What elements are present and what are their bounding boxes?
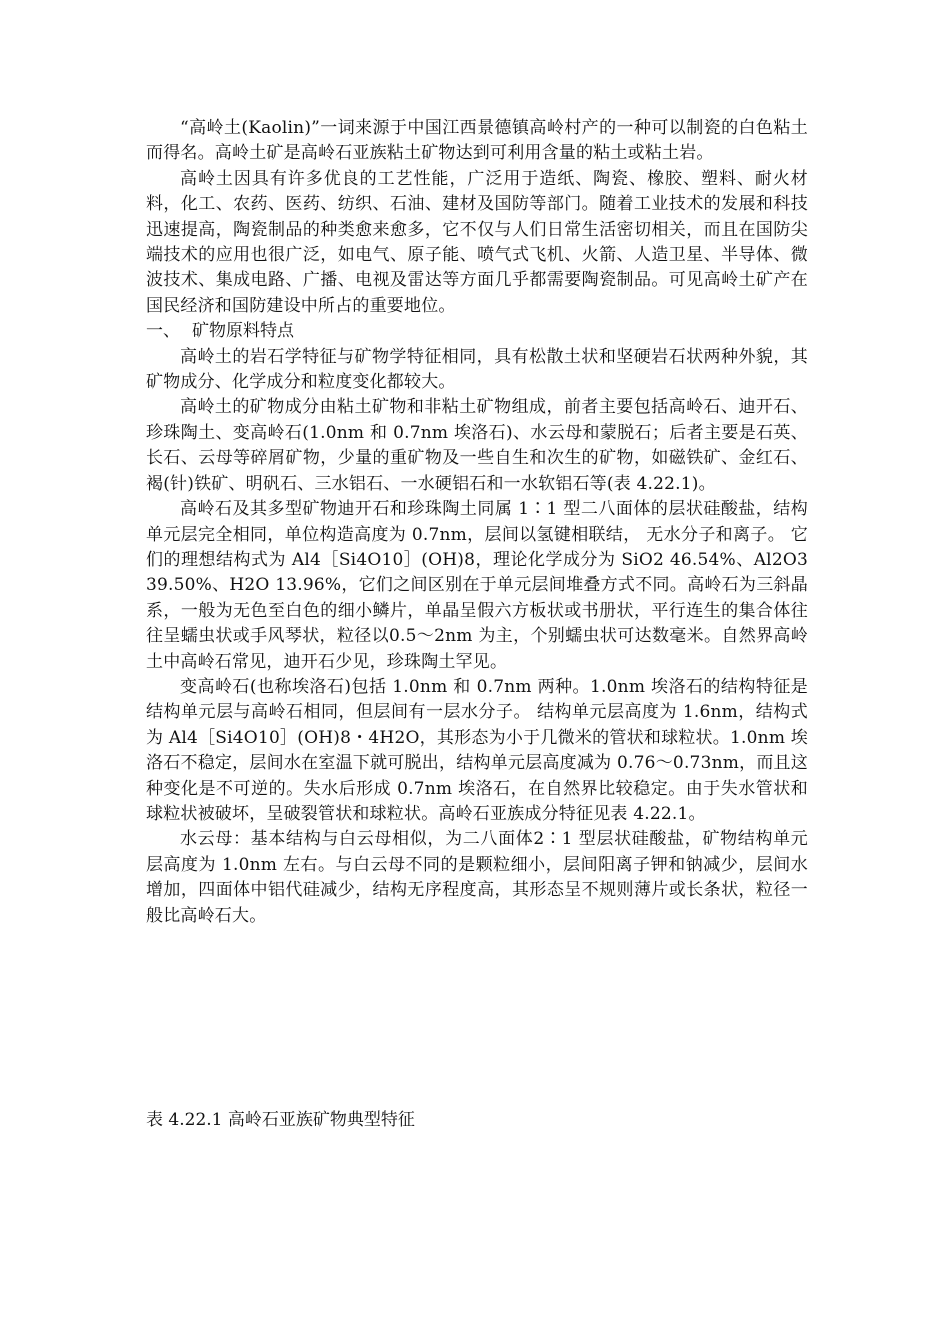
section-paragraph-2: 高岭土的矿物成分由粘土矿物和非粘土矿物组成，前者主要包括高岭石、迪开石、珍珠陶土、变高岭石(1.0nm 和 0.7nm 埃洛石)、水云母和蒙脱石；后者主要是石英、长石、云母等碎屑矿物，少量的重矿物及一些自生和次生的矿物，如磁铁矿、金红石、褐(针)铁矿、明矾石、三水铝石、一水硬铝石和一水软铝石等(表 4.22.1)。 bbox=[146, 397, 808, 494]
table-caption: 表 4.22.1 高岭石亚族矿物典型特征 bbox=[146, 1110, 415, 1130]
section-number: 一、 bbox=[146, 321, 180, 342]
section-title: 矿物原料特点 bbox=[192, 321, 294, 342]
section-heading bbox=[146, 319, 808, 344]
section-paragraph-5: 水云母：基本结构与白云母相似，为二八面体2∶1 型层状硅酸盐，矿物结构单元层高度为 1.0nm 左右。与白云母不同的是颗粒细小，层间阳离子钾和钠减少，层间水增加，四面体中铝代硅减少，结构无序程度高，其形态呈不规则薄片或长条状，粒径一般比高岭石大。 bbox=[146, 829, 808, 926]
intro-paragraph-2: 高岭土因具有许多优良的工艺性能，广泛用于造纸、陶瓷、橡胶、塑料、耐火材料，化工、农药、医药、纺织、石油、建材及国防等部门。随着工业技术的发展和科技迅速提高，陶瓷制品的种类愈来愈多，它不仅与人们日常生活密切相关，而且在国防尖端技术的应用也很广泛，如电气、原子能、喷气式飞机、火箭、人造卫星、半导体、微波技术、集成电路、广播、电视及雷达等方面几乎都需要陶瓷制品。可见高岭土矿产在国民经济和国防建设中所占的重要地位。 bbox=[146, 168, 808, 316]
document-body bbox=[146, 116, 808, 929]
intro-paragraph-1: “高岭土(Kaolin)”一词来源于中国江西景德镇高岭村产的一种可以制瓷的白色粘土而得名。高岭土矿是高岭石亚族粘土矿物达到可利用含量的粘土或粘土岩。 bbox=[146, 118, 808, 164]
section-paragraph-1: 高岭土的岩石学特征与矿物学特征相同，具有松散土状和坚硬岩石状两种外貌，其矿物成分、化学成分和粒度变化都较大。 bbox=[146, 346, 808, 393]
section-paragraph-4: 变高岭石(也称埃洛石)包括 1.0nm 和 0.7nm 两种。1.0nm 埃洛石的结构特征是结构单元层与高岭石相同，但层间有一层水分子。 结构单元层高度为 1.6nm，结构式为 Al4［Si4O10］(OH)8・4H2O，其形态为小于几微米的管状和球粒状。1.0nm 埃洛石不稳定，层间水在室温下就可脱出，结构单元层高度减为 0.76～0.73nm，而且这种变化是不可逆的。失水后形成 0.7nm 埃洛石，在自然界比较稳定。由于失水管状和球粒状被破坏，呈破裂管状和球粒状。高岭石亚族成分特征见表 4.22.1。 bbox=[146, 676, 808, 824]
section-paragraph-3: 高岭石及其多型矿物迪开石和珍珠陶土同属 1∶1 型二八面体的层状硅酸盐，结构单元层完全相同，单位构造高度为 0.7nm，层间以氢键相联结， 无水分子和离子。 它们的理想结构式为 Al4［Si4O10］(OH)8，理论化学成分为 SiO2 46.54%、Al2O3 39.50%、H2O 13.96%，它们之间区别在于单元层间堆叠方式不同。高岭石为三斜晶系，一般为无色至白色的细小鳞片，单晶呈假六方板状或书册状，平行连生的集合体往往呈蠕虫状或手风琴状，粒径以0.5～2nm 为主，个别蠕虫状可达数毫米。自然界高岭土中高岭石常见，迪开石少见，珍珠陶土罕见。 bbox=[146, 499, 808, 672]
